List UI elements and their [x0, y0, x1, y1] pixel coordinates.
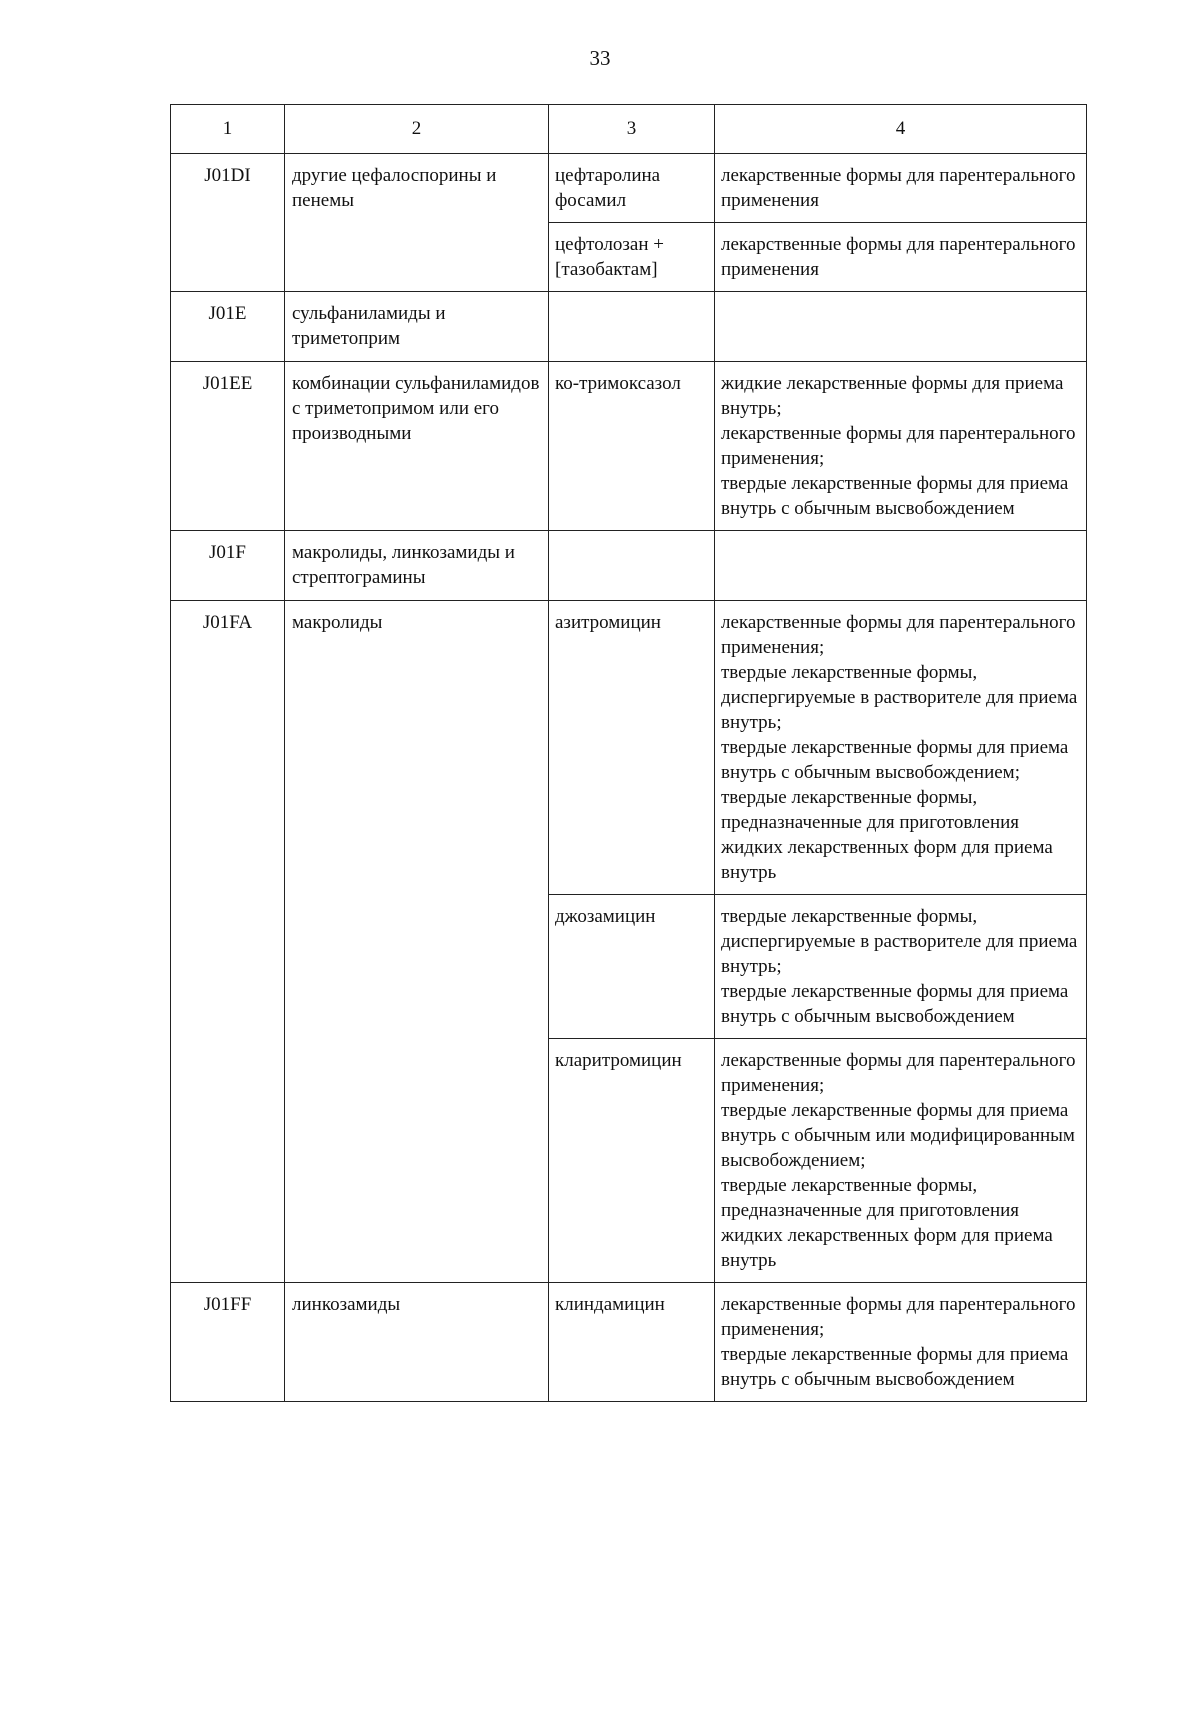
table-row — [171, 601, 1087, 895]
header-cell-2: 2 — [285, 105, 549, 154]
drug-name-cell: кларитромицин — [549, 1039, 715, 1283]
dosage-form-text: лекарственные формы для парентерального применения — [721, 234, 1076, 280]
atc-group-cell: другие цефалоспорины и пенемы — [285, 154, 549, 292]
dosage-forms-cell — [715, 895, 1087, 1039]
dosage-form-text: твердые лекарственные формы, диспергируемые в растворителе для приема внутрь; — [721, 662, 1078, 733]
table-row — [171, 362, 1087, 531]
dosage-forms-cell — [715, 601, 1087, 895]
drug-name-cell: ко-тримоксазол — [549, 362, 715, 531]
table-row — [171, 531, 1087, 601]
dosage-form-text: лекарственные формы для парентерального применения; — [721, 612, 1076, 658]
dosage-form-text: твердые лекарственные формы, предназначенные для приготовления жидких лекарственных форм для приема внутрь — [721, 1175, 1053, 1271]
drug-name-cell: цефтолозан + [тазобактам] — [549, 223, 715, 292]
dosage-forms-cell — [715, 154, 1087, 223]
table-body — [171, 105, 1087, 1402]
atc-code-cell: J01EE — [171, 362, 285, 531]
dosage-form-text: твердые лекарственные формы для приема внутрь с обычным высвобождением; — [721, 737, 1069, 783]
atc-group-cell: сульфаниламиды и триметоприм — [285, 292, 549, 362]
header-row — [171, 105, 1087, 154]
dosage-form-text: лекарственные формы для парентерального применения; — [721, 1050, 1076, 1096]
dosage-forms-cell — [715, 362, 1087, 531]
dosage-form-text: твердые лекарственные формы, диспергируемые в растворителе для приема внутрь; — [721, 906, 1078, 977]
atc-group-cell: макролиды — [285, 601, 549, 1283]
dosage-form-text: лекарственные формы для парентерального применения; — [721, 423, 1076, 469]
page-number: 33 — [589, 46, 611, 70]
atc-group-cell: комбинации сульфаниламидов с триметопримом или его производными — [285, 362, 549, 531]
atc-group-cell: линкозамиды — [285, 1283, 549, 1402]
drug-name-cell: цефтаролина фосамил — [549, 154, 715, 223]
dosage-forms-cell — [715, 223, 1087, 292]
atc-code-cell: J01E — [171, 292, 285, 362]
atc-code-cell: J01DI — [171, 154, 285, 292]
drug-name-cell: клиндамицин — [549, 1283, 715, 1402]
dosage-forms-cell — [715, 1039, 1087, 1283]
dosage-forms-cell — [715, 1283, 1087, 1402]
dosage-form-text: лекарственные формы для парентерального применения — [721, 165, 1076, 211]
table-row — [171, 1283, 1087, 1402]
dosage-form-text: твердые лекарственные формы для приема внутрь с обычным или модифицированным высвобождением; — [721, 1100, 1075, 1171]
dosage-form-text: твердые лекарственные формы для приема внутрь с обычным высвобождением — [721, 981, 1069, 1027]
header-cell-1: 1 — [171, 105, 285, 154]
dosage-form-text: жидкие лекарственные формы для приема внутрь; — [721, 373, 1064, 419]
table-row — [171, 154, 1087, 223]
dosage-form-text: твердые лекарственные формы для приема внутрь с обычным высвобождением — [721, 1344, 1069, 1390]
dosage-forms-cell — [715, 531, 1087, 601]
dosage-form-text: лекарственные формы для парентерального применения; — [721, 1294, 1076, 1340]
dosage-forms-cell — [715, 292, 1087, 362]
atc-code-cell: J01FA — [171, 601, 285, 1283]
dosage-form-text: твердые лекарственные формы, предназначенные для приготовления жидких лекарственных форм для приема внутрь — [721, 787, 1053, 883]
drug-name-cell: азитромицин — [549, 601, 715, 895]
atc-code-cell: J01FF — [171, 1283, 285, 1402]
drug-name-cell — [549, 531, 715, 601]
drug-name-cell: джозамицин — [549, 895, 715, 1039]
table-row — [171, 292, 1087, 362]
atc-group-cell: макролиды, линкозамиды и стрептограмины — [285, 531, 549, 601]
medicines-table — [170, 104, 1087, 1402]
header-cell-3: 3 — [549, 105, 715, 154]
atc-code-cell: J01F — [171, 531, 285, 601]
header-cell-4: 4 — [715, 105, 1087, 154]
dosage-form-text: твердые лекарственные формы для приема внутрь с обычным высвобождением — [721, 473, 1069, 519]
drug-name-cell — [549, 292, 715, 362]
